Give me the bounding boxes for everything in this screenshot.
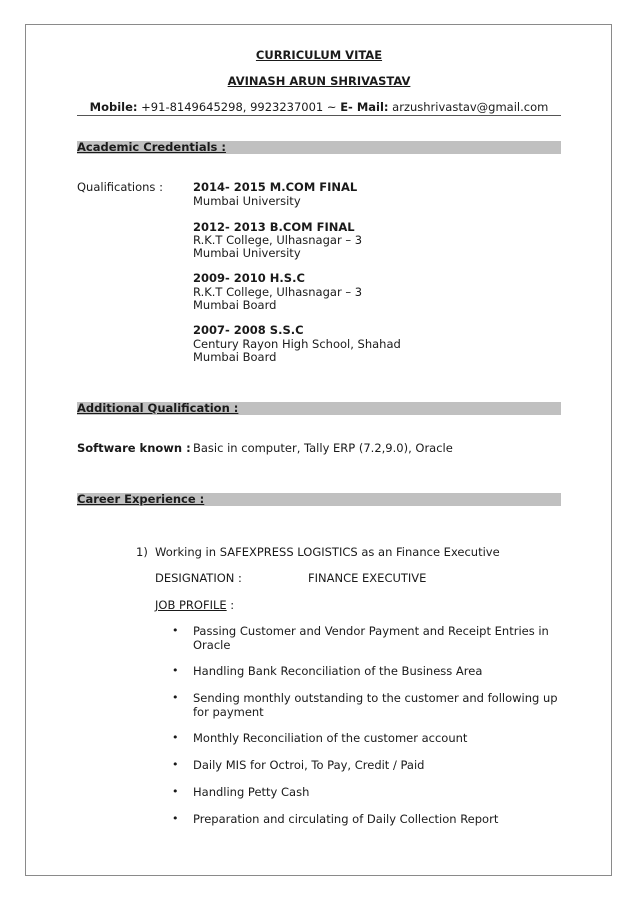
designation-value: FINANCE EXECUTIVE (308, 571, 427, 585)
job-profile-item: Preparation and circulating of Daily Collection Report (193, 812, 499, 826)
email-value: arzushrivastav@gmail.com (388, 100, 549, 114)
bullet-icon: • (172, 812, 179, 825)
experience-item-number: 1) (136, 545, 148, 559)
qualification-detail: Mumbai University (193, 194, 301, 208)
mobile-value: +91-8149645298, 9923237001 ~ (137, 100, 341, 114)
software-known-value: Basic in computer, Tally ERP (7.2,9.0), Oracle (193, 441, 453, 455)
qualification-detail: Mumbai Board (193, 298, 277, 312)
job-profile-item: Handling Bank Reconciliation of the Business Area (193, 664, 483, 678)
experience-item-text: Working in SAFEXPRESS LOGISTICS as an Finance Executive (155, 545, 500, 559)
bullet-icon: • (172, 664, 179, 677)
designation-label: DESIGNATION : (155, 571, 242, 585)
bullet-icon: • (172, 691, 179, 704)
bullet-icon: • (172, 785, 179, 798)
qualification-title: 2012- 2013 B.COM FINAL (193, 220, 355, 234)
job-profile-item: Sending monthly outstanding to the customer and following up for payment (193, 691, 558, 719)
qualifications-label: Qualifications : (77, 180, 163, 194)
qualification-detail: Century Rayon High School, Shahad (193, 337, 401, 351)
contact-line (0, 100, 638, 114)
qualification-detail: R.K.T College, Ulhasnagar – 3 (193, 285, 363, 299)
email-label: E- Mail: (340, 100, 389, 114)
job-profile-colon: : (226, 598, 235, 612)
qualification-title: 2014- 2015 M.COM FINAL (193, 180, 358, 194)
mobile-label: Mobile: (89, 100, 138, 114)
section-academic-heading: Academic Credentials : (77, 141, 561, 154)
job-profile-item: Handling Petty Cash (193, 785, 310, 799)
bullet-icon: • (172, 624, 179, 637)
bullet-icon: • (172, 758, 179, 771)
job-profile-item: Passing Customer and Vendor Payment and Receipt Entries in Oracle (193, 624, 549, 652)
candidate-name: AVINASH ARUN SHRIVASTAV (227, 74, 411, 88)
qualification-title: 2007- 2008 S.S.C (193, 323, 304, 337)
qualification-detail: Mumbai Board (193, 350, 277, 364)
qualification-title: 2009- 2010 H.S.C (193, 271, 305, 285)
qualification-detail: Mumbai University (193, 246, 301, 260)
software-known-label: Software known : (77, 441, 191, 455)
job-profile-item: Daily MIS for Octroi, To Pay, Credit / Paid (193, 758, 425, 772)
header-divider (77, 115, 561, 116)
section-additional-heading: Additional Qualification : (77, 402, 561, 415)
qualification-detail: R.K.T College, Ulhasnagar – 3 (193, 233, 363, 247)
job-profile-item: Monthly Reconciliation of the customer account (193, 731, 468, 745)
job-profile-label: JOB PROFILE (155, 598, 227, 612)
bullet-icon: • (172, 731, 179, 744)
job-profile-heading (155, 598, 234, 612)
document-title: CURRICULUM VITAE (255, 48, 383, 62)
section-career-heading: Career Experience : (77, 493, 561, 506)
